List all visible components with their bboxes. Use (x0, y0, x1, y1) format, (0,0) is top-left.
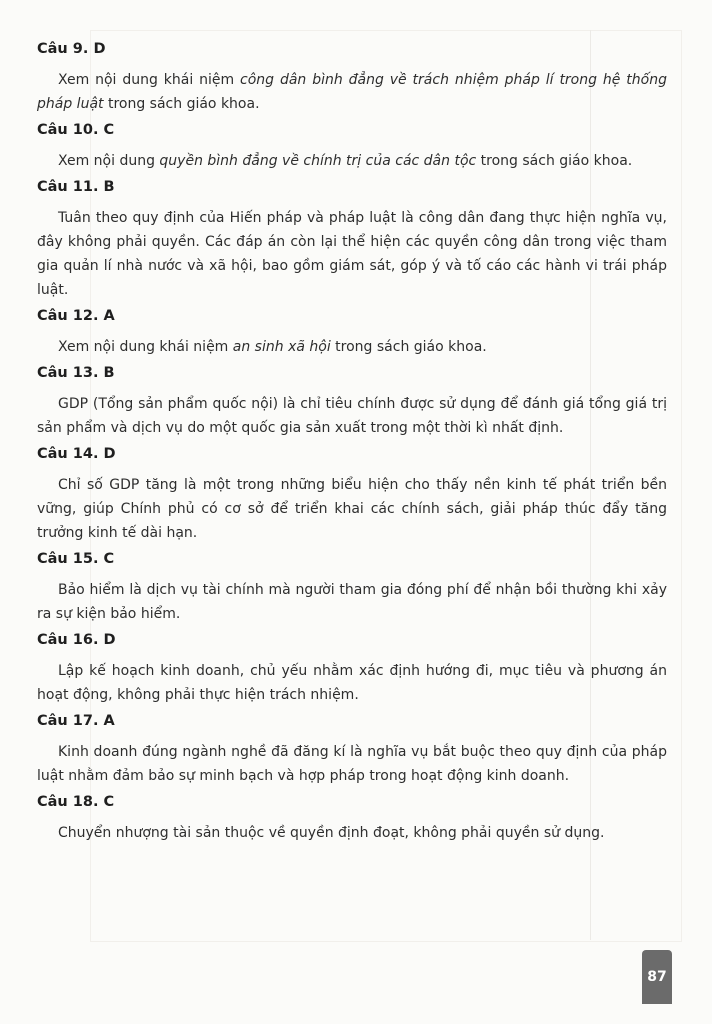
answer-heading: Câu 16. D (37, 632, 116, 648)
answer-heading: Câu 18. C (37, 794, 115, 810)
answer-heading: Câu 9. D (37, 41, 106, 57)
answer-explanation: Xem nội dung khái niệm công dân bình đẳng về trách nhiệm pháp lí trong hệ thống pháp luật trong sách giáo khoa. (37, 72, 667, 112)
answer-item-9 (37, 40, 667, 116)
answer-item-14 (37, 445, 667, 545)
answer-heading: Câu 11. B (37, 179, 115, 195)
answer-explanation: Chuyển nhượng tài sản thuộc về quyền định đoạt, không phải quyền sử dụng. (58, 825, 605, 841)
answer-explanation: Bảo hiểm là dịch vụ tài chính mà người tham gia đóng phí để nhận bồi thường khi xảy ra sự kiện bảo hiểm. (37, 582, 667, 622)
answer-heading: Câu 15. C (37, 551, 115, 567)
answer-heading: Câu 13. B (37, 365, 115, 381)
answer-item-11 (37, 178, 667, 302)
answer-explanation: Xem nội dung khái niệm an sinh xã hội trong sách giáo khoa. (58, 339, 487, 355)
answer-explanation: Tuân theo quy định của Hiến pháp và pháp luật là công dân đang thực hiện nghĩa vụ, đây không phải quyền. Các đáp án còn lại thể hiện các quyền công dân trong việc tham gia quản lí nhà nước và xã hội, bao gồm giám sát, góp ý và tố cáo các hành vi trái pháp luật. (37, 210, 667, 298)
answer-explanation: Xem nội dung quyền bình đẳng về chính trị của các dân tộc trong sách giáo khoa. (58, 153, 633, 169)
answer-item-16 (37, 631, 667, 707)
answer-explanation: Chỉ số GDP tăng là một trong những biểu hiện cho thấy nền kinh tế phát triển bền vững, giúp Chính phủ có cơ sở để triển khai các chính sách, giải pháp thúc đẩy tăng trưởng kinh tế dài hạn. (37, 477, 667, 541)
page-number: 87 (642, 950, 672, 1004)
answer-item-15 (37, 550, 667, 626)
emphasis: quyền bình đẳng về chính trị của các dân tộc (159, 153, 477, 169)
answer-item-12 (37, 307, 667, 359)
answer-explanation: GDP (Tổng sản phẩm quốc nội) là chỉ tiêu chính được sử dụng để đánh giá tổng giá trị sản phẩm và dịch vụ do một quốc gia sản xuất trong một thời kì nhất định. (37, 396, 667, 436)
answer-heading: Câu 17. A (37, 713, 115, 729)
answer-heading: Câu 12. A (37, 308, 115, 324)
answer-item-13 (37, 364, 667, 440)
answer-item-17 (37, 712, 667, 788)
answer-heading: Câu 10. C (37, 122, 115, 138)
answer-item-18 (37, 793, 667, 845)
emphasis: an sinh xã hội (232, 339, 331, 355)
answer-list (37, 40, 667, 850)
answer-explanation: Lập kế hoạch kinh doanh, chủ yếu nhằm xác định hướng đi, mục tiêu và phương án hoạt động, không phải thực hiện trách nhiệm. (37, 663, 667, 703)
emphasis: công dân bình đẳng về trách nhiệm pháp lí trong hệ thống pháp luật (37, 72, 667, 112)
answer-heading: Câu 14. D (37, 446, 116, 462)
answer-item-10 (37, 121, 667, 173)
answer-explanation: Kinh doanh đúng ngành nghề đã đăng kí là nghĩa vụ bắt buộc theo quy định của pháp luật nhằm đảm bảo sự minh bạch và hợp pháp trong hoạt động kinh doanh. (37, 744, 667, 784)
